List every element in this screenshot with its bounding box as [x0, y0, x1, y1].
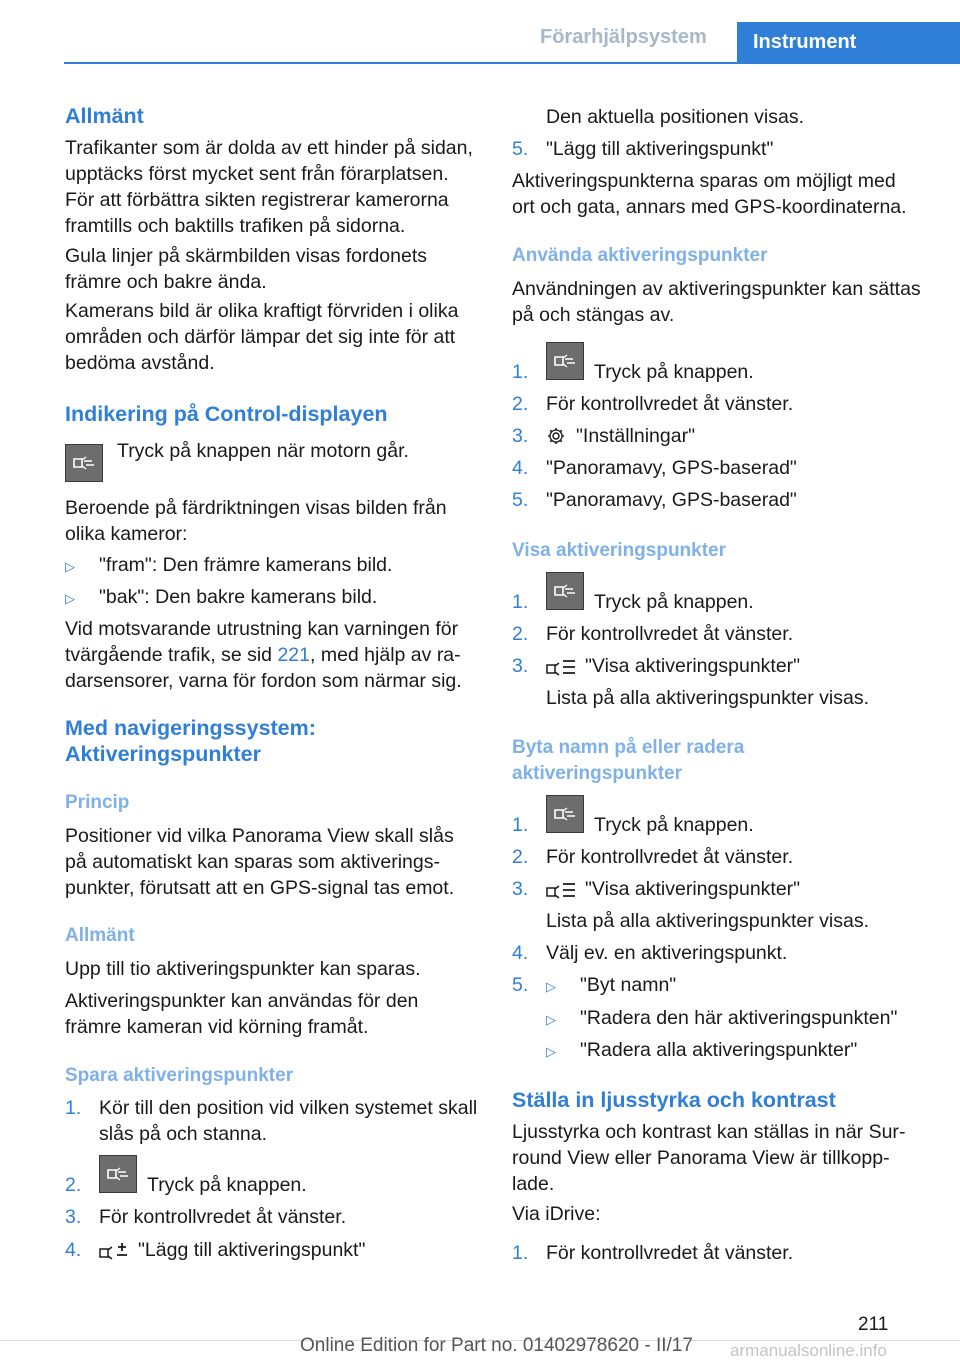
camera-button-icon	[65, 444, 103, 482]
heading-allmant: Allmänt	[65, 104, 144, 128]
paragraph-via-idrive: Via iDrive:	[512, 1203, 601, 1225]
indication-text: Tryck på knappen när motorn går.	[117, 440, 409, 462]
heading-brightness-contrast: Ställa in ljusstyrka och kontrast	[512, 1088, 836, 1112]
paragraph-princip: Positioner vid vilka Panorama View skall slås på automatiskt kan sparas som aktiveringspunkter, förutsatt att en GPS-signal tas emot.	[65, 825, 455, 899]
list-item: 2. För kontrollvredet åt vänster.	[512, 844, 922, 870]
paragraph-max-points: Upp till tio aktiveringspunkter kan sparas.	[65, 958, 421, 980]
add-activation-point-icon	[99, 1241, 129, 1266]
list-item: 5. "Panoramavy, GPS-baserad"	[512, 487, 922, 513]
footer-watermark: armanualsonline.info	[730, 1341, 887, 1360]
page-header	[0, 0, 960, 62]
step-panorama-gps: "Panoramavy, GPS-baserad"	[546, 457, 797, 479]
step-add-point: "Lägg till aktiveringspunkt"	[138, 1239, 366, 1261]
list-item: 4. "Lägg till aktiveringspunkt"	[65, 1237, 480, 1263]
list-item: 4. "Panoramavy, GPS-baserad"	[512, 455, 922, 481]
step-press-button: Tryck på knappen.	[594, 591, 754, 613]
list-item: 1. För kontrollvredet åt vänster.	[512, 1240, 922, 1266]
paragraph-hidden-traffic: Trafikanter som är dolda av ett hinder på sidan, upptäcks först mycket sent från förarplatsen. För att förbättra sikten registrerar kamerorna framtills och baktills trafiken på sidorna.	[65, 137, 473, 237]
camera-button-icon	[546, 795, 584, 833]
step-controller-left: För kontrollvredet åt vänster.	[546, 1242, 794, 1264]
step-show-points: "Visa aktiveringspunkter"	[585, 878, 801, 900]
list-item: 3. "Visa aktiveringspunkter"	[512, 876, 922, 902]
list-item: 3. För kontrollvredet åt vänster.	[65, 1204, 480, 1230]
list-item: 2. För kontrollvredet åt vänster.	[512, 621, 922, 647]
list-item: 3. "Inställningar"	[512, 423, 922, 449]
step-list-shown: Lista på alla aktiveringspunkter visas.	[546, 910, 869, 932]
heading-princip: Princip	[65, 792, 130, 813]
paragraph-saved-points: Aktiveringspunkterna sparas om möjligt med ort och gata, annars med GPS-koordinaterna.	[512, 170, 907, 218]
bullet-rear: "bak": Den bakre kamerans bild.	[99, 586, 378, 608]
camera-button-icon	[546, 572, 584, 610]
list-item	[65, 584, 480, 610]
paragraph-use-points: Användningen av aktiveringspunkter kan sättas på och stängas av.	[512, 278, 921, 326]
paragraph-distortion: Kamerans bild är olika kraftigt förvriden i olika områden och därför lämpar det sig inte för att bedöma avstånd.	[65, 300, 459, 374]
list-item	[512, 1005, 922, 1031]
heading-allmant-2: Allmänt	[65, 925, 135, 946]
triangle-bullet-icon: ▷	[546, 979, 556, 994]
list-item: 2. Tryck på knappen.	[65, 1155, 480, 1195]
option-rename: "Byt namn"	[580, 974, 677, 996]
paragraph-cross-traffic: Vid motsvarande utrustning kan varningen för tvärgående trafik, se sid 221, med hjälp av radarsensorer, varna för fordon som närmar sig.	[65, 618, 462, 692]
step-add-point-confirm: "Lägg till aktiveringspunkt"	[546, 138, 774, 160]
page-link-221[interactable]: 221	[277, 644, 310, 666]
header-section-title: Förarhjälpsystem	[540, 26, 707, 48]
list-item: 1. Tryck på knappen.	[512, 572, 922, 612]
step-show-points: "Visa aktiveringspunkter"	[585, 655, 801, 677]
heading-spara: Spara aktiveringspunkter	[65, 1065, 294, 1086]
paragraph-brightness: Ljusstyrka och kontrast kan ställas in när Surround View eller Panorama View är tillkopplade.	[512, 1121, 906, 1195]
list-item: 1. Tryck på knappen.	[512, 795, 922, 835]
step-controller-left: För kontrollvredet åt vänster.	[546, 623, 794, 645]
camera-button-icon	[546, 342, 584, 380]
list-item: 5. ▷ "Byt namn"	[512, 972, 922, 998]
bullet-front: "fram": Den främre kamerans bild.	[99, 554, 393, 576]
header-chapter-tab: Instrument	[737, 22, 960, 62]
heading-anvanda: Använda aktiveringspunkter	[512, 245, 768, 266]
step-controller-left: För kontrollvredet åt vänster.	[99, 1206, 347, 1228]
step-position-shown: Den aktuella positionen visas.	[546, 106, 804, 128]
heading-visa: Visa aktiveringspunkter	[512, 540, 727, 561]
step-press-button: Tryck på knappen.	[594, 361, 754, 383]
step-settings: "Inställningar"	[576, 425, 695, 447]
list-item: 1. Kör till den position vid vilken systemet skall slås på och stanna.	[65, 1095, 480, 1147]
footer-edition: Online Edition for Part no. 01402978620 - II/17	[300, 1335, 693, 1356]
header-rule	[64, 62, 960, 64]
gear-icon	[546, 426, 566, 451]
list-activation-points-icon	[546, 657, 576, 682]
list-item: 3. "Visa aktiveringspunkter"	[512, 653, 922, 679]
triangle-bullet-icon: ▷	[65, 559, 75, 574]
page-number: 211	[858, 1314, 889, 1335]
step-list-shown: Lista på alla aktiveringspunkter visas.	[546, 687, 869, 709]
list-item: 4. Välj ev. en aktiveringspunkt.	[512, 940, 922, 966]
list-item	[512, 1037, 922, 1063]
triangle-bullet-icon: ▷	[65, 591, 75, 606]
step-select-point: Välj ev. en aktiveringspunkt.	[546, 942, 788, 964]
step-press-button: Tryck på knappen.	[594, 814, 754, 836]
triangle-bullet-icon: ▷	[546, 1012, 556, 1027]
list-item: 1. Tryck på knappen.	[512, 342, 922, 382]
heading-navigation: Med navigeringssystem: Aktiveringspunkter	[65, 716, 316, 766]
step-drive-stop: Kör till den position vid vilken systemet skall slås på och stanna.	[99, 1097, 478, 1145]
step-press-button: Tryck på knappen.	[147, 1174, 307, 1196]
step-controller-left: För kontrollvredet åt vänster.	[546, 846, 794, 868]
paragraph-direction: Beroende på färdriktningen visas bilden från olika kameror:	[65, 497, 447, 545]
list-item: 5. "Lägg till aktiveringspunkt"	[512, 136, 922, 162]
option-delete-this: "Radera den här aktiveringspunkten"	[580, 1007, 898, 1029]
list-activation-points-icon	[546, 880, 576, 905]
option-delete-all: "Radera alla aktiveringspunkter"	[580, 1039, 858, 1061]
camera-button-icon	[99, 1155, 137, 1193]
list-item	[65, 552, 480, 578]
step-controller-left: För kontrollvredet åt vänster.	[546, 393, 794, 415]
heading-control-display: Indikering på Control-displayen	[65, 402, 388, 426]
list-item: 2. För kontrollvredet åt vänster.	[512, 391, 922, 417]
paragraph-front-camera: Aktiveringspunkter kan användas för den främre kameran vid körning framåt.	[65, 990, 419, 1038]
triangle-bullet-icon: ▷	[546, 1044, 556, 1059]
heading-byta: Byta namn på eller radera aktiveringspunkter	[512, 737, 745, 784]
step-panorama-gps-confirm: "Panoramavy, GPS-baserad"	[546, 489, 797, 511]
paragraph-yellow-lines: Gula linjer på skärmbilden visas fordonets främre och bakre ända.	[65, 245, 428, 293]
